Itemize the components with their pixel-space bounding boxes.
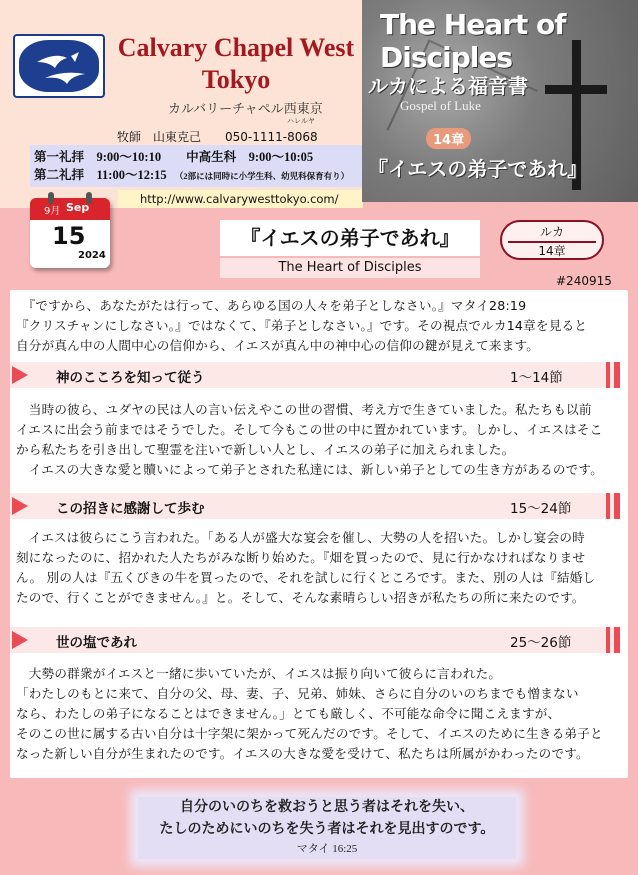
closing-quote [138, 797, 516, 859]
calendar-year: 2024 [78, 250, 106, 261]
banner-book-en: Gospel of Luke [400, 98, 481, 113]
sermon-title: 『イエスの弟子であれ』 [220, 220, 480, 256]
section-line: イエスの大きな愛と贖いによって弟子とされた私達には、新しい弟子としての生き方があるのです。 [16, 462, 604, 477]
section-line: そのこの世に属する古い自分は十字架に架かって死んだのです。そして、イエスのために生きる弟子と [16, 726, 603, 741]
quote-line-2: たしのためにいのちを失う者はそれを見出すのです。 [159, 822, 495, 837]
section-line: 当時の彼ら、ユダヤの民は人の言い伝えやこの世の習慣、考え方で生きていました。私たちも以前 [16, 402, 592, 417]
section-line: なった新しい自分が生まれたのです。イエスの大きな愛を受けて、私たちは所属がかわったのです。 [16, 746, 589, 761]
banner-chapter: 14章 [426, 128, 471, 149]
triangle-icon [12, 497, 28, 515]
sermon-body [10, 290, 628, 778]
quote-line-1: 自分のいのちを救おうと思う者はそれを失い、 [180, 800, 474, 815]
section-title: 世の塩であれ [56, 635, 137, 651]
church-logo [13, 34, 105, 98]
section-title: この招きに感謝して歩む [56, 501, 205, 517]
section-title: 神のこころを知って従う [56, 370, 205, 386]
pastor-contact: 牧師 山東克己 050-1111-8068 [117, 130, 318, 144]
section-line: 大勢の群衆がイエスと一緒に歩いていたが、イエスは振り向いて彼らに言われた。 [16, 666, 502, 681]
service-2: 第二礼拝 11:00〜12:15 （2部には同時に小学生科、幼児科保育有り） [34, 168, 350, 182]
section-verses: 15〜24節 [510, 501, 572, 517]
calendar-day: 15 [52, 222, 86, 250]
website-link[interactable]: http://www.calvarywesttokyo.com/ [118, 190, 363, 208]
section-line: ん。 別の人は『五くびきの牛を買ったので、それを試しに行くところです。また、別の人は『結婚し [16, 570, 596, 585]
banner-book-jp: ルカによる福音書 [368, 74, 528, 98]
church-name-jp: カルバリーチャペル西東京 [168, 102, 323, 117]
triangle-icon [12, 631, 28, 649]
church-name: Calvary Chapel West Tokyo [117, 33, 355, 94]
banner-image [362, 0, 638, 202]
sermon-title-box [220, 220, 480, 278]
intro-line: 『クリスチャンにしなさい。』ではなくて、『弟子としなさい。』です。その視点でルカ14章を見ると [16, 318, 588, 333]
triangle-icon [12, 366, 28, 384]
section-line: 刻になったのに、招かれた人たちがみな断り始めた。『畑を買ったので、見に行かなければなりませ [16, 550, 586, 565]
intro-line: 『ですから、あなたがたは行って、あらゆる国の人々を弟子としなさい。』マタイ28:19 [16, 298, 527, 313]
section-line: たので、行くことができません。』と。そして、そんな素晴らしい招きが私たちの所に来たのです。 [16, 590, 585, 605]
scripture-book: ルカ [539, 225, 564, 239]
section-line: から私たちを引き出して聖霊を注いで新しい人とし、イエスの弟子に加えられました。 [16, 442, 515, 457]
intro-line: 自分が真ん中の人間中心の信仰から、イエスが真ん中の神中心の信仰の鍵が見えて来ます。 [16, 338, 540, 353]
scripture-chapter: 14章 [538, 244, 566, 258]
section-line: イエスに出会う前まではそうでした。そして今もこの世の中に置かれています。しかし、イエスはそこ [16, 422, 603, 437]
section-verses: 1〜14節 [510, 370, 563, 386]
section-heading [10, 627, 628, 653]
hallelujah-ruby: ハレルヤ [287, 117, 315, 125]
section-line: なら、わたしの弟子になることはできません。」とても厳しく、不可能な命令に聞こえますが、 [16, 706, 561, 721]
section-heading [10, 362, 628, 388]
section-heading [10, 493, 628, 519]
section-line: イエスは彼らにこう言われた。「ある人が盛大な宴会を催し、大勢の人を招いた。しかし宴会の時 [16, 530, 585, 545]
scripture-badge [500, 220, 604, 260]
service-2-note: （2部には同時に小学生科、幼児科保育有り） [179, 171, 350, 181]
section-line: 「わたしのもとに来て、自分の父、母、妻、子、兄弟、姉妹、さらに自分のいのちまでも憎まない [16, 686, 579, 701]
banner-theme: 『イエスの弟子であれ』 [368, 157, 588, 181]
calendar-month-jp: 9月 [44, 206, 61, 217]
quote-reference: マタイ 16:25 [296, 843, 358, 855]
banner-title: The Heart of Disciples [380, 8, 566, 74]
section-verses: 25〜26節 [510, 635, 572, 651]
service-times [30, 145, 362, 187]
calendar-icon [30, 188, 112, 270]
bulletin-code: #240915 [556, 274, 612, 288]
sermon-subtitle: The Heart of Disciples [220, 258, 480, 278]
calendar-month-en: Sep [66, 201, 90, 214]
service-1: 第一礼拝 9:00〜10:10 中高生科 9:00〜10:05 [34, 150, 314, 164]
